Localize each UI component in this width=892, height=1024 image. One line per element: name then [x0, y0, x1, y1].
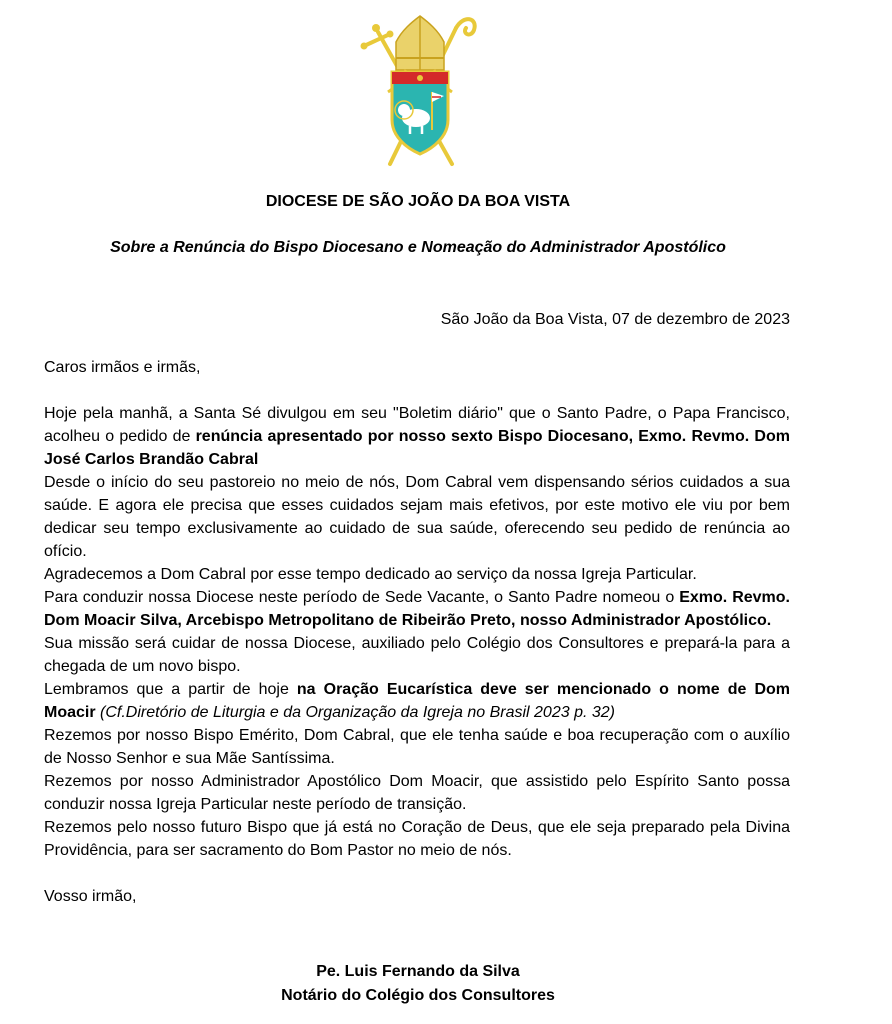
- paragraph-liturgy: [44, 678, 790, 724]
- document-subject: Sobre a Renúncia do Bispo Diocesano e Nomeação do Administrador Apostólico: [110, 239, 726, 256]
- paragraph-mission: Sua missão será cuidar de nossa Diocese, auxiliado pelo Colégio dos Consultores e prepará-la para a chegada de um novo bispo.: [44, 635, 790, 675]
- paragraph-thanks: Agradecemos a Dom Cabral por esse tempo dedicado ao serviço da nossa Igreja Particular.: [44, 566, 697, 583]
- greeting: Caros irmãos e irmãs,: [44, 359, 201, 376]
- liturgy-reference: (Cf.Diretório de Liturgia e da Organização da Igreja no Brasil 2023 p. 32): [95, 704, 615, 721]
- diocese-coat-of-arms: [352, 12, 488, 172]
- shield-icon: [392, 72, 448, 154]
- appointment-text: Para conduzir nossa Diocese neste período de Sede Vacante, o Santo Padre nomeou o: [44, 589, 680, 606]
- paragraph-appointment: [44, 586, 790, 632]
- liturgy-emphasis: na Oração Eucarística deve ser mencionado o nome de Dom Moacir: [44, 681, 790, 721]
- paragraph-prayer-emeritus: Rezemos por nosso Bispo Emérito, Dom Cabral, que ele tenha saúde e boa recuperação com o auxílio de Nosso Senhor e sua Mãe Santíssima.: [44, 727, 790, 767]
- date-line: São João da Boa Vista, 07 de dezembro de 2023: [440, 311, 790, 328]
- paragraph-health: Desde o início do seu pastoreio no meio de nós, Dom Cabral vem dispensando sérios cuidados a sua saúde. E agora ele precisa que esses cuidados sejam mais efetivos, por este motivo ele viu por bem dedicar seu tempo exclusivamente ao cuidado de sua saúde, oferecendo seu pedido de renúncia ao ofício.: [44, 474, 790, 560]
- appointment-emphasis: Exmo. Revmo. Dom Moacir Silva, Arcebispo Metropolitano de Ribeirão Preto, nosso Administrador Apostólico.: [44, 589, 790, 629]
- signature-block: [0, 960, 836, 1008]
- closing: Vosso irmão,: [44, 888, 137, 905]
- announcement-text: Hoje pela manhã, a Santa Sé divulgou em seu "Boletim diário" que o Santo Padre, o Papa Francisco, acolheu o pedido de: [44, 405, 790, 445]
- signature-role: Notário do Colégio dos Consultores: [281, 987, 555, 1004]
- diocese-title: DIOCESE DE SÃO JOÃO DA BOA VISTA: [265, 193, 571, 210]
- letter-body: [44, 356, 790, 908]
- announcement-emphasis: renúncia apresentado por nosso sexto Bispo Diocesano, Exmo. Revmo. Dom José Carlos Brandão Cabral: [44, 428, 790, 468]
- paragraph-prayer-future-bishop: Rezemos pelo nosso futuro Bispo que já está no Coração de Deus, que ele seja preparado pela Divina Providência, para ser sacramento do Bom Pastor no meio de nós.: [44, 819, 790, 859]
- paragraph-prayer-administrator: Rezemos por nosso Administrador Apostólico Dom Moacir, que assistido pelo Espírito Santo possa conduzir nossa Igreja Particular neste período de transição.: [44, 773, 790, 813]
- liturgy-text: Lembramos que a partir de hoje: [44, 681, 297, 698]
- signature-name: Pe. Luis Fernando da Silva: [316, 963, 520, 980]
- paragraph-announcement: [44, 402, 790, 471]
